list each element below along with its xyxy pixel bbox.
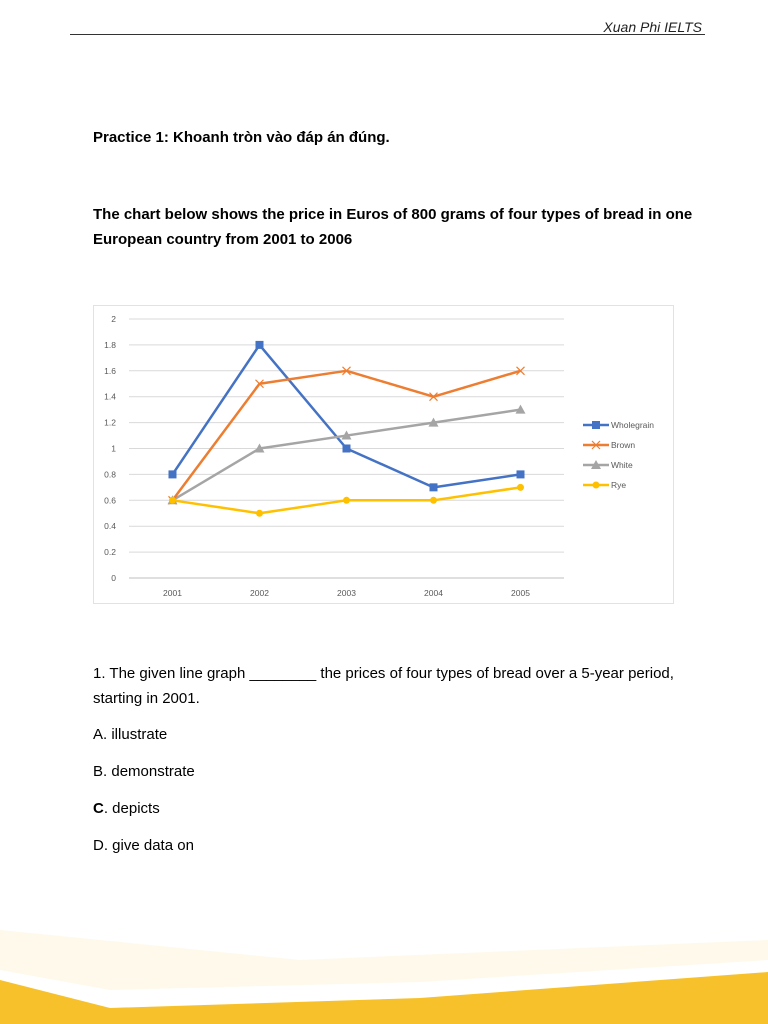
legend-label: Brown [611, 440, 636, 450]
header-divider [70, 34, 705, 35]
data-point-square [592, 421, 600, 429]
x-tick-label: 2002 [250, 588, 269, 598]
option-b-letter: B [93, 763, 104, 780]
chart-canvas [94, 306, 675, 605]
data-point-square [517, 470, 525, 478]
y-tick-label: 0.8 [104, 469, 116, 480]
legend-label: Wholegrain [611, 420, 654, 430]
y-tick-label: 1.6 [104, 365, 116, 376]
data-point-circle [169, 497, 176, 504]
y-tick-label: 2 [111, 314, 116, 324]
option-d-letter: D [93, 837, 104, 854]
x-tick-label: 2001 [163, 588, 182, 598]
data-point-circle [517, 484, 524, 491]
data-point-circle [256, 510, 263, 517]
y-tick-label: 1.8 [104, 339, 116, 350]
question-1: 1. The given line graph ________ the prices of four types of bread over a 5-year period, starting in 2001. [93, 665, 674, 707]
option-d[interactable] [93, 837, 194, 854]
y-tick-label: 0 [111, 573, 116, 583]
x-tick-label: 2004 [424, 588, 443, 598]
x-tick-label: 2005 [511, 588, 530, 598]
y-tick-label: 0.6 [104, 495, 116, 506]
legend-label: Rye [611, 480, 627, 490]
y-tick-label: 1.4 [104, 391, 116, 402]
line-chart [93, 305, 674, 604]
series-line-white [173, 410, 521, 501]
option-a[interactable] [93, 726, 167, 743]
option-a-letter: A [93, 726, 104, 743]
question-prompt: The chart below shows the price in Euros of 800 grams of four types of bread in one European country from 2001 to 2006 [93, 206, 693, 248]
data-point-square [343, 445, 351, 453]
legend-label: White [611, 460, 633, 470]
data-point-circle [343, 497, 350, 504]
data-point-square [256, 341, 264, 349]
option-b[interactable] [93, 763, 195, 780]
series-line-wholegrain [173, 345, 521, 487]
footer-decoration [0, 900, 768, 1024]
option-c-letter: C [93, 800, 104, 817]
data-point-square [169, 470, 177, 478]
option-c[interactable] [93, 800, 160, 817]
data-point-circle [593, 482, 600, 489]
data-point-circle [430, 497, 437, 504]
y-tick-label: 1.2 [104, 417, 116, 428]
header-brand: Xuan Phi IELTS [603, 19, 702, 35]
y-tick-label: 0.2 [104, 547, 116, 558]
y-tick-label: 0.4 [104, 521, 116, 532]
y-tick-label: 1 [111, 443, 116, 454]
x-tick-label: 2003 [337, 588, 356, 598]
option-a-text: . illustrate [103, 726, 168, 743]
option-d-text: . give data on [103, 837, 194, 854]
option-b-text: . demonstrate [103, 763, 195, 780]
practice-title: Practice 1: Khoanh tròn vào đáp án đúng. [93, 129, 390, 146]
data-point-square [430, 483, 438, 491]
option-c-text: . depicts [103, 800, 160, 817]
